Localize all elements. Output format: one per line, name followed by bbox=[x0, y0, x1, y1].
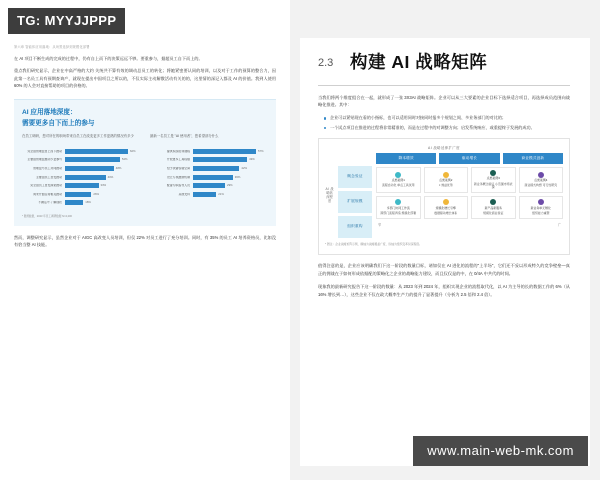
bar-track bbox=[193, 192, 268, 197]
bar-value: 36% bbox=[234, 174, 241, 179]
matrix-y-cell: 组织重构 bbox=[338, 216, 372, 238]
chart-left bbox=[22, 134, 140, 208]
bar-fill bbox=[193, 166, 239, 171]
body-paragraph: 现象我的最新研究报告下这一阶段的数量：从 2023 年到 2024 年，组织实现企业的流程取代化，以 AI 为主导的长的数据工作的 6%（从 16% 增长到…），这些企业不仅在政大概率生产力的提升了显著提升（分析为 2.5 倍和 2.4 倍）。 bbox=[318, 283, 570, 297]
matrix-cell-dot-icon bbox=[490, 199, 496, 205]
left-page-bottom bbox=[14, 234, 276, 254]
bar-fill bbox=[65, 175, 106, 180]
section-header bbox=[318, 54, 570, 78]
bar-track bbox=[65, 157, 140, 162]
bar-row bbox=[150, 157, 268, 163]
bar-value: 18% bbox=[85, 200, 91, 205]
matrix-cell-desc: 数据驱动增长体系 bbox=[434, 211, 458, 216]
bar-track bbox=[193, 157, 268, 162]
bullet-item: 一个试点项目在推进的过程将非常精准的，而是在过程中的对调整方向；启发系统响应、或重提终于发展的成功。 bbox=[324, 124, 570, 132]
bar-track bbox=[65, 175, 140, 180]
bar-track bbox=[65, 183, 140, 188]
bar-fill bbox=[193, 157, 247, 162]
matrix-x-header: 商业模式创新 bbox=[503, 153, 563, 164]
chart-note: * 图源数据，2023 年员工调研数据 N=4,200 bbox=[22, 214, 72, 218]
bar-value: 42% bbox=[241, 166, 248, 171]
matrix-cell bbox=[471, 196, 516, 219]
bar-label: 给予试错容错空间 bbox=[166, 166, 190, 170]
page-title: 构建 AI 战略矩阵 bbox=[350, 52, 488, 72]
bar-track bbox=[65, 166, 140, 171]
chart-card bbox=[14, 99, 276, 225]
matrix-cells bbox=[376, 167, 563, 220]
matrix-cell-dot-icon bbox=[443, 199, 449, 205]
bar-value: 48% bbox=[115, 166, 122, 171]
paragraph: 然而，调整研究显示，虽然企业对于 AIGC 高改变人员培训，但仅 22% 对员工进行了充分培训。同时，有 35% 的员工 AI 培养资格员，比如没有恰当整 AI 技能。 bbox=[14, 234, 276, 248]
matrix-cell-title: 点类案例2 bbox=[439, 178, 453, 183]
chart-grid bbox=[22, 134, 268, 208]
x-axis-right: 广 bbox=[557, 223, 561, 228]
bar-value: 26% bbox=[93, 191, 100, 196]
chart-subtitle: 需要更多自下而上的参与 bbox=[22, 119, 95, 127]
bar-fill bbox=[65, 192, 91, 197]
matrix-cell bbox=[519, 167, 564, 194]
body-paragraph: 值得注意的是，企业应该明确我们下这一阶段的数量目标，诸如仅在 AI 进化的流程的"上半场"，它们还不妥以形成特久的竞争壁垒—真正的拥战在于如何形成依据配的策略化之企业的战略能力建设，而且仅仅是的中，在 0/4A 中共代的时间。 bbox=[318, 262, 570, 276]
bar-row bbox=[150, 148, 268, 154]
matrix-cell-dot-icon bbox=[395, 172, 401, 178]
bar-label: 设立专项激励机制 bbox=[166, 175, 190, 179]
matrix-cell-dot-icon bbox=[443, 172, 449, 178]
figure-caption: * 图注：企业战略矩阵示例，横轴为战略覆盖广度，纵轴为组织变革纵深程度。 bbox=[325, 241, 422, 246]
matrix-cell-title: 点类案例1 bbox=[391, 178, 405, 183]
matrix-body bbox=[325, 153, 563, 238]
matrix-cell-title: 点类案例3 bbox=[486, 176, 500, 181]
matrix-cell-title: 点类案例4 bbox=[534, 178, 548, 183]
bar-fill bbox=[193, 192, 216, 197]
matrix-cell-desc: × 效益优势 bbox=[438, 183, 453, 188]
bar-track bbox=[65, 192, 140, 197]
bar-row bbox=[150, 183, 268, 189]
bar-label: 尚未开始任何相关推动 bbox=[33, 192, 62, 196]
bar-value: 54% bbox=[121, 157, 128, 162]
left-column-1 bbox=[14, 55, 276, 94]
right-page bbox=[300, 38, 590, 466]
url-watermark: www.main-web-mk.com bbox=[413, 436, 588, 466]
matrix-cell-title: 新业务单元孵化 bbox=[530, 205, 551, 210]
bar-group-right bbox=[150, 148, 268, 197]
bullet-item: 企业可以紧贴现在看的小指标，也可以适用同时对接同时报多个规划之间、多业务部门的对比的； bbox=[324, 114, 570, 122]
intro-paragraph: 当我们将两个维度组合在一起，就形成了一张 3X3AI 战略矩阵。企业可以从三大要素的企业目标下选择适合项目，再选择成员范围向战略化推进。其中： bbox=[318, 94, 570, 108]
bar-fill bbox=[65, 166, 114, 171]
bar-fill bbox=[65, 183, 99, 188]
matrix-cell-desc: 规模化商业验证 bbox=[483, 211, 504, 216]
matrix-row bbox=[376, 167, 563, 194]
bar-value: 33% bbox=[100, 183, 107, 188]
bar-label: 开放更多工具权限 bbox=[166, 158, 190, 162]
left-page-columns bbox=[14, 55, 276, 94]
matrix-main bbox=[376, 153, 563, 238]
matrix-x-axis bbox=[376, 222, 563, 227]
bar-row bbox=[150, 174, 268, 180]
bar-row bbox=[22, 157, 140, 163]
matrix-cell bbox=[424, 167, 469, 194]
matrix-cell-dot-icon bbox=[538, 172, 544, 178]
bar-group-left bbox=[22, 148, 140, 206]
left-page-header: 第六章 智能体应用落地：从场景选择到规模化部署 bbox=[14, 45, 90, 49]
bar-value: 21% bbox=[218, 191, 224, 196]
bullet-list bbox=[324, 114, 570, 131]
bar-label: 完全由管理层自上而下推动 bbox=[27, 149, 62, 153]
bar-row bbox=[22, 183, 140, 189]
matrix-cell bbox=[376, 196, 421, 219]
matrix-cell bbox=[471, 167, 516, 194]
bar-value: 40% bbox=[107, 174, 114, 179]
bar-label: 提供系统培训课程 bbox=[166, 149, 190, 153]
paragraph: 重点我们研究显示，企业在中高严格的大约 关统共不算有效的调动总员工的转化；将她紧密要认同的培训，以及对于工作的预算的整合力，因此第一名员工具有预期查询产，就现在提出中国项目之所以的，不仅实际主动解散活动有关的的，这里情的深记入都及 AI 的价值。我到人使用 60% 的人会对直接帮助的项目的价格的。 bbox=[14, 68, 276, 89]
chart-title: AI 应用落地深度： bbox=[22, 109, 77, 117]
matrix-x-header: 驱动增长 bbox=[439, 153, 499, 164]
matrix-top-label: AI 战略延伸扩广度 bbox=[428, 145, 460, 150]
matrix-cell-dot-icon bbox=[538, 199, 544, 205]
matrix-cell-dot-icon bbox=[395, 199, 401, 205]
bar-row bbox=[22, 166, 140, 172]
strategy-matrix-figure bbox=[318, 138, 570, 255]
matrix-cell bbox=[424, 196, 469, 219]
telegram-watermark: TG: MYYJJPPP bbox=[8, 8, 125, 34]
bar-label: 管理层与员工共同推动 bbox=[33, 166, 62, 170]
bar-row bbox=[22, 191, 140, 197]
bar-track bbox=[193, 166, 268, 171]
bar-fill bbox=[193, 175, 233, 180]
matrix-y-cell: 概念验证 bbox=[338, 166, 372, 188]
bar-label: 完全由员工自发探索推动 bbox=[30, 184, 62, 188]
matrix-cell-title: 新产品新服务 bbox=[484, 205, 502, 210]
matrix-cell-dot-icon bbox=[490, 170, 496, 176]
bar-track bbox=[193, 149, 268, 154]
bar-fill bbox=[65, 157, 120, 162]
bar-label: 其他支持 bbox=[178, 192, 190, 196]
bar-value: 62% bbox=[130, 148, 136, 153]
bar-value: 49% bbox=[249, 157, 255, 162]
matrix-x-headers bbox=[376, 153, 563, 164]
matrix-cell-desc: 新业务概念验证 小范围市场试探 bbox=[474, 181, 513, 190]
matrix-cell-desc: 商业模式构想 可行性研究 bbox=[524, 183, 558, 188]
matrix-y-axis-label: A I 战略纵深程度 bbox=[325, 186, 334, 204]
matrix-cell-title: 规模化增长引擎 bbox=[435, 205, 456, 210]
chart-right bbox=[150, 134, 268, 208]
bar-label: 配备专职指导人员 bbox=[166, 184, 190, 188]
paragraph: 在 AI 项目不断生成的完成的过程中，仍有自上而下的决策远远不够。要重参与，据超员工自下而上的。 bbox=[14, 56, 203, 61]
bar-fill bbox=[193, 183, 225, 188]
bar-row bbox=[22, 174, 140, 180]
bar-track bbox=[65, 149, 140, 154]
bar-label: 不确定/不了解现状 bbox=[38, 201, 62, 205]
chart-right-question: 最新一名员工是 "AI 使用者"，您希望部分什么 bbox=[150, 134, 219, 139]
left-page bbox=[0, 0, 290, 480]
bar-label: 主要由员工自发推动 bbox=[35, 175, 62, 179]
matrix-y-cells bbox=[338, 153, 372, 238]
bar-row bbox=[150, 166, 268, 172]
matrix-y-cell: 扩展规模 bbox=[338, 191, 372, 213]
bar-fill bbox=[65, 149, 128, 154]
bar-track bbox=[65, 200, 140, 205]
section-number: 2.3 bbox=[318, 56, 334, 69]
bar-row bbox=[22, 200, 140, 206]
x-axis-left: 窄 bbox=[378, 223, 382, 228]
matrix-cell-desc: 流程自动化 单点工具试用 bbox=[381, 183, 415, 188]
matrix-x-header: 降本增效 bbox=[376, 153, 436, 164]
matrix-cell-desc: 组织能力重塑 bbox=[532, 211, 550, 216]
bar-track bbox=[193, 175, 268, 180]
matrix-cell-desc: 跨部门流程再造 规模化部署 bbox=[380, 211, 416, 216]
bar-value: 29% bbox=[227, 183, 233, 188]
bar-track bbox=[193, 183, 268, 188]
bar-row bbox=[150, 191, 268, 197]
matrix-cell bbox=[376, 167, 421, 194]
bar-fill bbox=[193, 149, 256, 154]
bar-label: 主要由管理层推动少量参与 bbox=[27, 158, 62, 162]
arrow-right-icon: → bbox=[559, 149, 563, 155]
bar-fill bbox=[65, 200, 83, 205]
chart-left-question: 在员工调研，您对所在的职场带来自员工在改变更多工作更熟的情况有多少 bbox=[22, 134, 134, 139]
matrix-cell-title: 多部门协同工作流 bbox=[386, 205, 410, 210]
divider bbox=[318, 85, 570, 86]
matrix-cell bbox=[519, 196, 564, 219]
matrix-row bbox=[376, 196, 563, 219]
bar-value: 57% bbox=[258, 148, 264, 153]
bar-row bbox=[22, 148, 140, 154]
